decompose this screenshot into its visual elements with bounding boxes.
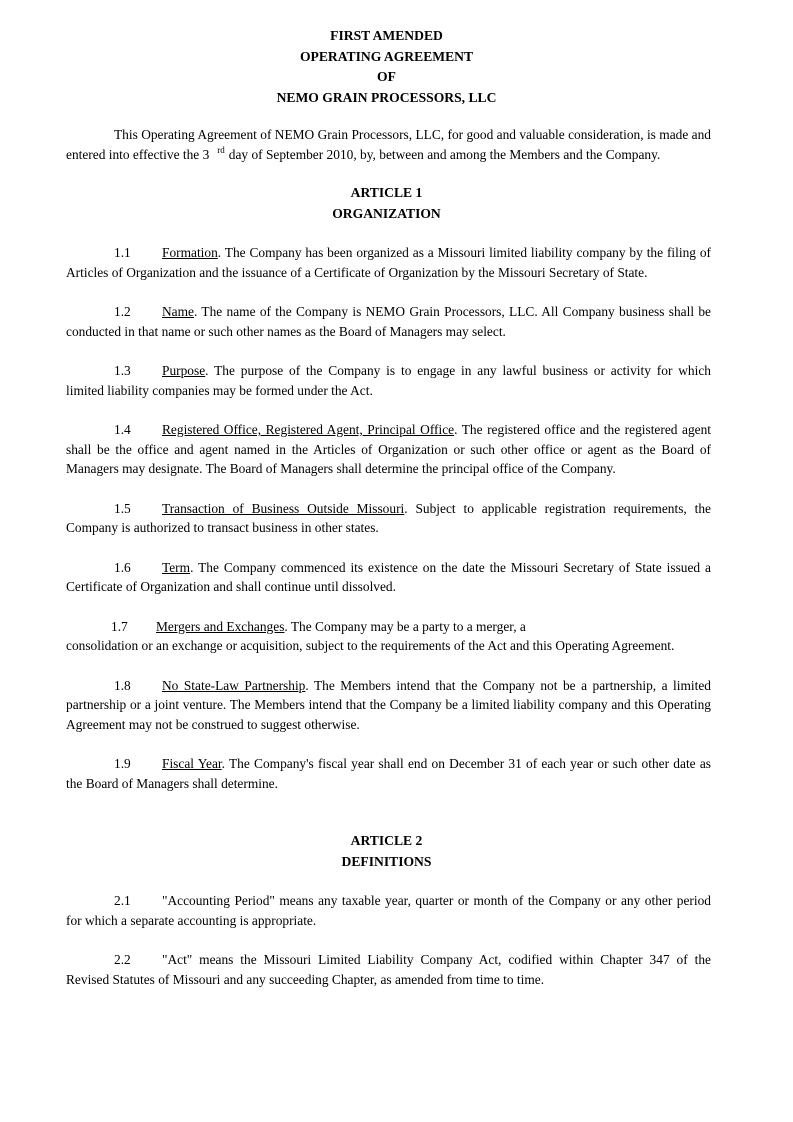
section-title: Fiscal Year <box>162 756 222 771</box>
section-number: 2.2 <box>114 952 131 967</box>
section-number: 1.2 <box>114 304 131 319</box>
title-line-3: OF <box>377 69 396 84</box>
section-number: 1.8 <box>114 677 131 693</box>
document-title <box>62 26 711 108</box>
title-line-4: NEMO GRAIN PROCESSORS, LLC <box>276 89 497 105</box>
section-1-7 <box>66 617 711 656</box>
section-text: . The name of the Company is NEMO Grain Processors, LLC. All Company business shall be conducted in that name or such other names as the Board of Managers may select. <box>66 304 711 339</box>
section-title: Registered Office, Registered Agent, Principal Office <box>162 422 455 437</box>
section-text: "Accounting Period" means any taxable year, quarter or month of the Company or any other period for which a separate accounting is appropriate. <box>66 893 711 928</box>
section-number: 1.7 <box>111 618 128 634</box>
section-text-continued: consolidation or an exchange or acquisition, subject to the requirements of the Act and this Operating Agreement. <box>66 638 675 653</box>
title-line-1: FIRST AMENDED <box>330 28 443 43</box>
section-1-1 <box>66 243 711 282</box>
section-number: 1.1 <box>114 245 131 260</box>
section-title: Transaction of Business Outside Missouri <box>162 500 405 516</box>
article-1-number: ARTICLE 1 <box>350 185 423 200</box>
title-line-2: OPERATING AGREEMENT <box>299 48 474 64</box>
section-title: Mergers and Exchanges <box>156 618 285 634</box>
section-1-2 <box>66 302 711 341</box>
section-number: 2.1 <box>114 893 131 908</box>
intro-superscript: rd <box>217 145 225 156</box>
section-title: Term <box>162 559 191 575</box>
section-1-4 <box>66 420 711 479</box>
article-2-number: ARTICLE 2 <box>350 833 423 848</box>
section-1-6 <box>66 558 711 597</box>
article-1-heading <box>62 183 711 224</box>
section-title: Name <box>162 304 194 319</box>
section-text: . The Company has been organized as a Missouri limited liability company by the filing of Articles of Organization and the issuance of a Certificate of Organization by the Missouri Secretary of State. <box>66 245 711 280</box>
intro-paragraph <box>66 125 711 164</box>
section-2-1 <box>66 891 711 930</box>
intro-text-before: This Operating Agreement of NEMO Grain Processors, LLC, for good and valuable consideration, is made and entered into effective the 3 <box>66 127 711 162</box>
article-2-heading <box>62 831 711 872</box>
section-number: 1.3 <box>114 363 131 378</box>
document-page <box>66 26 711 989</box>
article-2-title: DEFINITIONS <box>341 853 432 869</box>
section-text: . The Company's fiscal year shall end on December 31 of each year or such other date as the Board of Managers shall determine. <box>66 756 711 791</box>
section-title: Purpose <box>162 363 206 378</box>
section-number: 1.5 <box>114 500 131 516</box>
section-text: . The purpose of the Company is to engage in any lawful business or activity for which limited liability companies may be formed under the Act. <box>66 363 711 398</box>
intro-text-after: day of September 2010, by, between and among the Members and the Company. <box>228 146 661 162</box>
section-number: 1.6 <box>114 559 131 575</box>
section-text: . The Members intend that the Company not be a partnership, a limited partnership or a joint venture. The Members intend that the Company be a limited liability company and this Operating Agreement may not be construed to suggest otherwise. <box>66 677 711 732</box>
section-text: . The registered office and the registered agent shall be the office and agent named in the Articles of Organization or such other office or agent as the Board of Managers may designate. The Board of Managers shall determine the principal office of the Company. <box>66 422 711 476</box>
section-1-8 <box>66 676 711 735</box>
section-title: Formation <box>162 245 218 260</box>
article-1-title: ORGANIZATION <box>332 205 441 221</box>
section-text: . The Company may be a party to a merger, a <box>284 618 526 634</box>
section-title: No State-Law Partnership <box>162 677 306 693</box>
section-number: 1.9 <box>114 756 131 771</box>
section-number: 1.4 <box>114 422 131 437</box>
section-text: . Subject to applicable registration requirements, the Company is authorized to transact business in other states. <box>66 500 711 535</box>
section-1-5 <box>66 499 711 538</box>
section-1-3 <box>66 361 711 400</box>
section-text: "Act" means the Missouri Limited Liability Company Act, codified within Chapter 347 of the Revised Statutes of Missouri and any succeeding Chapter, as amended from time to time. <box>66 952 711 987</box>
section-text: . The Company commenced its existence on the date the Missouri Secretary of State issued a Certificate of Organization and shall continue until dissolved. <box>66 559 711 594</box>
section-2-2 <box>66 950 711 989</box>
section-1-9 <box>66 754 711 793</box>
